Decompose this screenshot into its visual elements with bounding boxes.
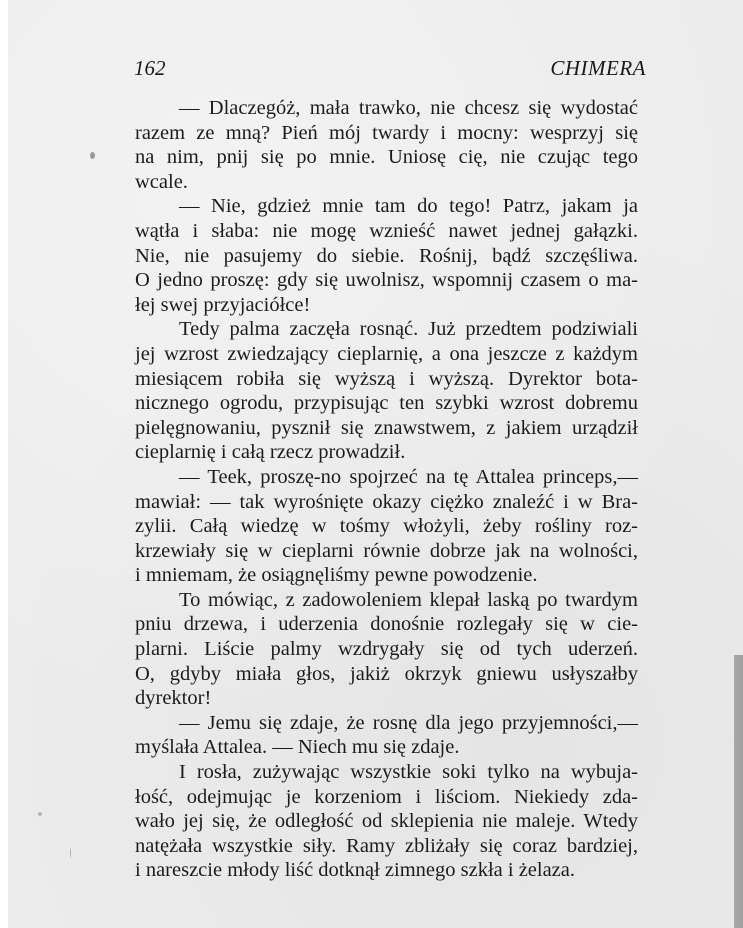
text-line: mawiał: — tak wyrośnięte okazy ciężko znaleźć i w Bra- (135, 490, 638, 513)
text-line: — Teek, proszę-no spojrzeć na tę Attalea princeps,— (179, 465, 638, 488)
text-line: Nie, nie pasujemy do siebie. Rośnij, bądź szczęśliwa. (135, 244, 638, 267)
page-number: 162 (134, 56, 166, 80)
paper-speck (38, 812, 42, 816)
text-line: O, gdyby miała głos, jakiż okrzyk gniewu usłyszałby (135, 662, 638, 685)
text-line: na nim, pnij się po mnie. Uniosę cię, nie czując tego (135, 146, 638, 169)
book-page (8, 0, 743, 928)
running-title: CHIMERA (550, 56, 646, 80)
text-line: zylii. Całą wiedzę w tośmy włożyli, żeby rośliny roz- (135, 515, 638, 538)
paragraph (135, 465, 638, 588)
next-page-edge (734, 655, 743, 928)
paragraph (135, 317, 638, 465)
text-line: plarni. Liście palmy wzdrygały się od tych uderzeń. (135, 638, 638, 661)
text-line: cieplarnię i całą rzecz prowadził. (135, 441, 406, 464)
body-text (135, 96, 638, 883)
paper-speck (70, 848, 71, 858)
text-line: krzewiały się w cieplarni równie dobrze jak na wolności, (135, 539, 638, 562)
text-line: łość, odejmując je korzeniom i liściom. Niekiedy zda- (135, 785, 638, 808)
text-line: pielęgnowaniu, pysznił się znawstwem, z jakiem urządził (135, 416, 638, 439)
paragraph (135, 96, 638, 194)
text-line: O jedno proszę: gdy się uwolnisz, wspomnij czasem o ma- (135, 269, 638, 292)
paragraph (135, 588, 638, 711)
paper-speck (90, 152, 95, 159)
text-line: myślała Attalea. — Niech mu się zdaje. (135, 736, 460, 759)
text-line: wątła i słaba: nie mogę wznieść nawet jednej gałązki. (135, 219, 638, 242)
paragraph (135, 760, 638, 883)
text-line: — Jemu się zdaje, że rosnę dla jego przyjemności,— (179, 711, 638, 734)
text-line: miesiącem robiła się wyższą i wyższą. Dyrektor bota- (135, 367, 638, 390)
text-line: Tedy palma zaczęła rosnąć. Już przedtem podziwiali (179, 318, 638, 341)
text-line: — Nie, gdzież mnie tam do tego! Patrz, jakam ja (179, 195, 638, 218)
text-line: nicznego ogrodu, przypisując ten szybki wzrost dobremu (135, 392, 638, 415)
text-line: wało jej się, że odległość od sklepienia nie maleje. Wtedy (135, 810, 638, 833)
text-line: pniu drzewa, i uderzenia donośnie rozlegały się w cie- (135, 613, 638, 636)
text-line: łej swej przyjaciółce! (135, 293, 311, 316)
text-line: jej wzrost zwiedzający cieplarnię, a ona jeszcze z każdym (135, 342, 638, 365)
paragraph (135, 194, 638, 317)
text-line: wcale. (135, 170, 188, 193)
text-line: natężała wszystkie siły. Ramy zbliżały się coraz bardziej, (135, 834, 638, 857)
text-line: — Dlaczegóż, mała trawko, nie chcesz się wydostać (179, 97, 638, 119)
text-line: To mówiąc, z zadowoleniem klepał laską po twardym (179, 588, 638, 611)
text-line: I rosła, zużywając wszystkie soki tylko na wybuja- (179, 761, 638, 784)
text-line: dyrektor! (135, 687, 212, 710)
paragraph (135, 711, 638, 760)
page-header (134, 56, 646, 84)
text-line: i nareszcie młody liść dotknął zimnego szkła i żelaza. (135, 859, 576, 882)
text-line: i mniemam, że osiągnęliśmy pewne powodzenie. (135, 564, 538, 587)
text-line: razem ze mną? Pień mój twardy i mocny: wesprzyj się (135, 121, 638, 144)
